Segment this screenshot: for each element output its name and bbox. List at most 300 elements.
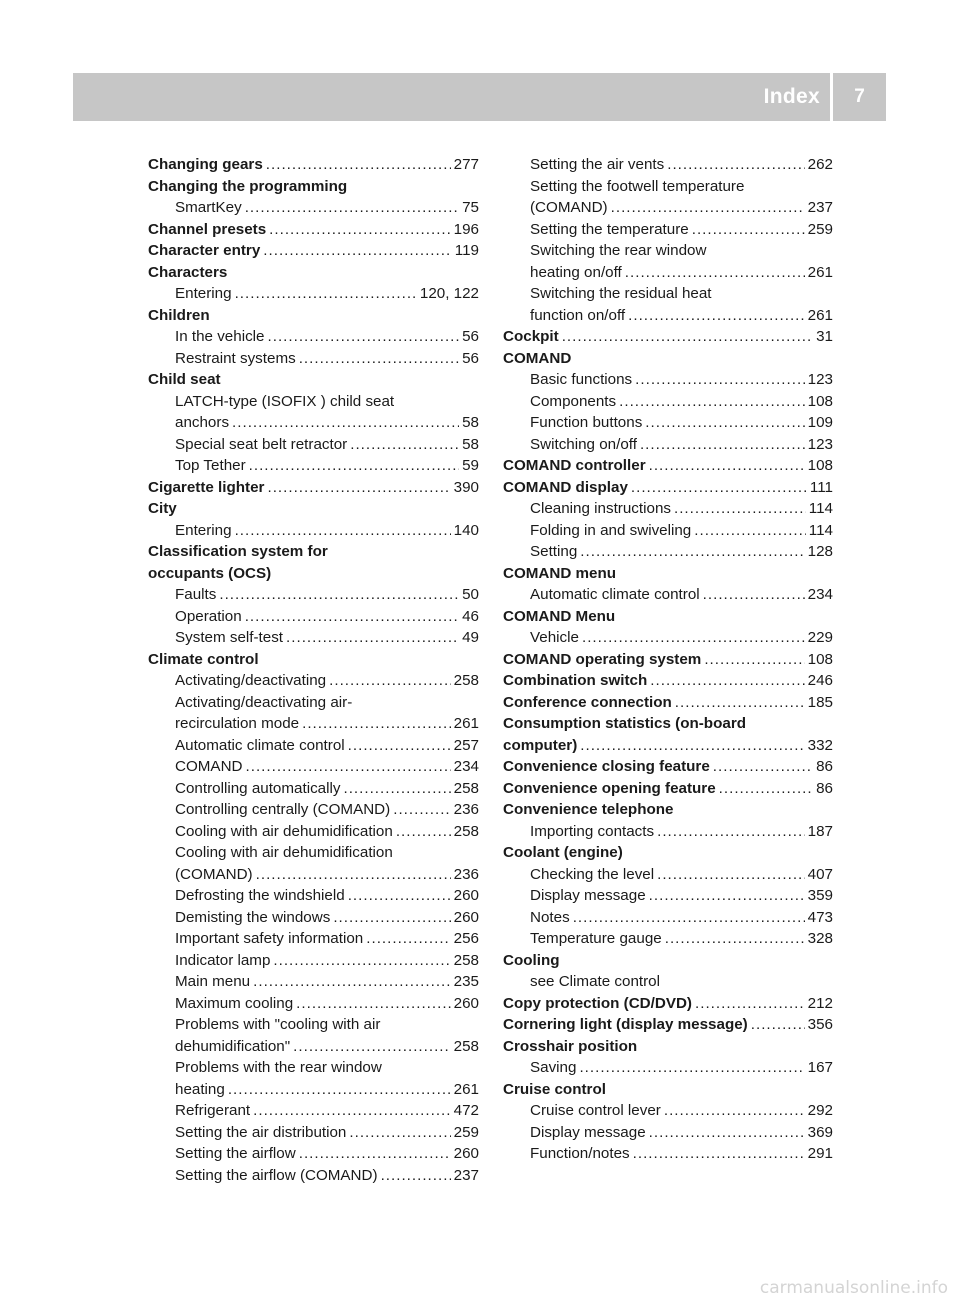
page-reference: 86	[816, 758, 833, 775]
index-entry	[503, 240, 833, 262]
entry-heading: COMAND operating system	[503, 650, 702, 668]
index-entry	[148, 1036, 479, 1058]
page-reference: 407	[807, 865, 833, 883]
page-reference: 328	[807, 930, 833, 947]
index-entry	[503, 434, 833, 456]
index-entry	[503, 219, 833, 241]
index-entry	[503, 864, 833, 886]
dot-leader	[228, 1079, 451, 1101]
dot-leader	[631, 477, 807, 499]
index-entry	[148, 262, 479, 284]
entry-subheading: Refrigerant	[175, 1102, 251, 1119]
entry-heading: Consumption statistics (on-board	[503, 715, 746, 732]
index-entry	[148, 907, 479, 929]
dot-leader	[650, 670, 804, 692]
entry-subheading: Entering	[175, 285, 232, 302]
entry-subheading: (COMAND)	[175, 865, 253, 883]
page-reference: 120, 122	[419, 285, 479, 302]
index-entry	[503, 735, 833, 757]
page-reference: 229	[807, 629, 833, 646]
index-entry	[148, 993, 479, 1015]
index-entry	[148, 1122, 479, 1144]
index-entry	[148, 928, 479, 950]
entry-subheading: Switching the rear window	[530, 242, 707, 259]
index-entry	[148, 434, 479, 456]
dot-leader	[268, 326, 460, 348]
index-entry	[148, 1057, 479, 1079]
page-reference: 49	[462, 629, 479, 646]
dot-leader	[582, 627, 805, 649]
page-reference: 262	[807, 156, 833, 173]
page-reference: 56	[462, 349, 479, 367]
index-entry	[503, 1100, 833, 1122]
page-reference: 109	[807, 414, 833, 431]
index-entry	[503, 326, 833, 348]
entry-heading: Convenience opening feature	[503, 779, 716, 797]
page-reference: 256	[453, 930, 479, 947]
dot-leader	[302, 713, 451, 735]
dot-leader	[286, 627, 459, 649]
dot-leader	[299, 348, 459, 370]
entry-subheading: Temperature gauge	[530, 930, 662, 947]
index-entry	[148, 391, 479, 413]
entry-heading: COMAND menu	[503, 564, 617, 582]
dot-leader	[219, 584, 459, 606]
index-entry	[148, 778, 479, 800]
dot-leader	[296, 993, 450, 1015]
index-entry	[503, 778, 833, 800]
dot-leader	[348, 885, 451, 907]
entry-subheading: (COMAND)	[530, 199, 608, 216]
index-entry	[503, 1036, 833, 1058]
entry-subheading: Setting	[530, 543, 578, 560]
entry-subheading: Cruise control lever	[530, 1102, 661, 1119]
dot-leader	[664, 1100, 805, 1122]
entry-subheading: Activating/deactivating air-	[175, 693, 353, 711]
index-entry	[148, 240, 479, 262]
entry-subheading: Switching the residual heat	[530, 285, 712, 302]
index-entry	[503, 756, 833, 778]
entry-heading: Combination switch	[503, 672, 648, 689]
entry-subheading: Basic functions	[530, 371, 633, 388]
dot-leader	[625, 262, 805, 284]
entry-subheading: Automatic climate control	[175, 736, 345, 754]
entry-subheading: function on/off	[530, 306, 626, 324]
entry-subheading: Switching on/off	[530, 435, 637, 453]
entry-subheading: Indicator lamp	[175, 951, 271, 969]
page-reference: 46	[462, 607, 479, 625]
page-reference: 114	[808, 500, 833, 517]
index-entry	[148, 197, 479, 219]
dot-leader	[263, 240, 452, 262]
page-reference: 123	[807, 371, 833, 388]
page-reference: 258	[453, 672, 479, 689]
index-entry	[148, 1100, 479, 1122]
dot-leader	[266, 154, 451, 176]
page-reference: 128	[807, 543, 833, 560]
entry-subheading: Display message	[530, 887, 646, 904]
page-reference: 258	[453, 951, 479, 969]
entry-subheading: SmartKey	[175, 199, 242, 216]
index-entry	[503, 455, 833, 477]
index-entry	[503, 305, 833, 327]
index-entry	[503, 197, 833, 219]
dot-leader	[562, 326, 813, 348]
entry-subheading: In the vehicle	[175, 328, 265, 345]
entry-subheading: Saving	[530, 1059, 577, 1076]
page-reference: 140	[453, 521, 479, 539]
page-reference: 261	[807, 263, 833, 281]
dot-leader	[348, 735, 451, 757]
entry-subheading: Automatic climate control	[530, 586, 700, 603]
index-entry	[148, 369, 479, 391]
dot-leader	[649, 885, 805, 907]
page-reference: 390	[453, 478, 479, 496]
entry-heading: Child seat	[148, 371, 221, 388]
page-reference: 123	[807, 435, 833, 453]
index-entry	[503, 176, 833, 198]
dot-leader	[719, 778, 813, 800]
page-reference: 108	[807, 392, 833, 410]
page-reference: 261	[807, 306, 833, 324]
index-entry	[503, 928, 833, 950]
dot-leader	[253, 1100, 451, 1122]
entry-subheading: Controlling automatically	[175, 779, 341, 797]
dot-leader	[299, 1143, 451, 1165]
index-entry	[503, 348, 833, 370]
entry-heading: COMAND controller	[503, 457, 646, 474]
index-entry	[503, 713, 833, 735]
dot-leader	[628, 305, 805, 327]
entry-subheading: Entering	[175, 521, 232, 539]
dot-leader	[245, 197, 459, 219]
index-entry	[503, 692, 833, 714]
index-entry	[148, 713, 479, 735]
page-reference: 212	[807, 994, 833, 1012]
page-reference: 359	[807, 887, 833, 904]
index-entry	[148, 670, 479, 692]
page-reference: 291	[807, 1145, 833, 1162]
index-entry	[148, 305, 479, 327]
dot-leader	[675, 692, 805, 714]
index-entry	[148, 584, 479, 606]
entry-subheading: Problems with "cooling with air	[175, 1016, 381, 1033]
page-reference: 257	[453, 736, 479, 754]
index-entry	[503, 1079, 833, 1101]
page-reference: 258	[453, 1037, 479, 1055]
page-reference: 50	[462, 586, 479, 603]
index-entry	[503, 971, 833, 993]
dot-leader	[657, 821, 805, 843]
entry-subheading: dehumidification"	[175, 1037, 291, 1055]
dot-leader	[249, 455, 459, 477]
entry-subheading: Maximum cooling	[175, 994, 294, 1012]
index-entry	[148, 541, 479, 563]
index-entry	[148, 1079, 479, 1101]
index-entry	[148, 1143, 479, 1165]
entry-subheading: Display message	[530, 1123, 646, 1141]
index-entry	[148, 864, 479, 886]
dot-leader	[580, 541, 804, 563]
index-entry	[148, 219, 479, 241]
dot-leader	[232, 412, 459, 434]
entry-heading: Cruise control	[503, 1080, 606, 1098]
dot-leader	[667, 154, 804, 176]
index-entry	[503, 154, 833, 176]
entry-subheading: Main menu	[175, 973, 251, 990]
entry-heading: Cigarette lighter	[148, 478, 265, 496]
index-entry	[148, 1165, 479, 1187]
entry-subheading: Importing contacts	[530, 822, 655, 840]
page-reference: 332	[807, 736, 833, 754]
entry-subheading: recirculation mode	[175, 715, 300, 732]
index-entry	[148, 326, 479, 348]
index-entry	[503, 262, 833, 284]
dot-leader	[267, 477, 450, 499]
index-entry	[148, 885, 479, 907]
page-reference: 235	[453, 973, 479, 990]
index-entry	[503, 1014, 833, 1036]
entry-subheading: Setting the airflow	[175, 1145, 296, 1162]
entry-heading: computer)	[503, 736, 578, 754]
dot-leader	[611, 197, 805, 219]
page-reference: 246	[807, 672, 833, 689]
entry-heading: Changing the programming	[148, 177, 348, 195]
dot-leader	[573, 907, 805, 929]
entry-subheading: Function/notes	[530, 1145, 630, 1162]
dot-leader	[635, 369, 805, 391]
page-reference: 237	[453, 1166, 479, 1184]
index-entry	[503, 649, 833, 671]
page-reference: 75	[462, 199, 479, 216]
dot-leader	[674, 498, 806, 520]
dot-leader	[366, 928, 450, 950]
page-reference: 260	[453, 1145, 479, 1162]
dot-leader	[703, 584, 805, 606]
entry-heading: Convenience telephone	[503, 801, 674, 818]
index-entry	[148, 348, 479, 370]
entry-heading: COMAND display	[503, 478, 628, 496]
entry-heading: Character entry	[148, 242, 261, 259]
entry-subheading: Notes	[530, 908, 570, 926]
entry-heading: Coolant (engine)	[503, 844, 623, 861]
index-entry	[503, 950, 833, 972]
entry-subheading: heating	[175, 1080, 225, 1098]
page-reference: 234	[807, 586, 833, 603]
index-entry	[503, 369, 833, 391]
entry-heading: Classification system for	[148, 543, 328, 560]
watermark: carmanualsonline.info	[759, 1278, 948, 1298]
index-entry	[148, 971, 479, 993]
page-reference: 259	[453, 1123, 479, 1141]
index-entry	[503, 283, 833, 305]
entry-heading: Climate control	[148, 650, 259, 668]
entry-heading: COMAND Menu	[503, 607, 616, 625]
index-entry	[148, 498, 479, 520]
entry-subheading: COMAND	[175, 758, 243, 775]
index-entry	[148, 412, 479, 434]
entry-subheading: heating on/off	[530, 263, 622, 281]
dot-leader	[269, 219, 450, 241]
dot-leader	[649, 455, 805, 477]
entry-heading: Convenience closing feature	[503, 758, 710, 775]
entry-subheading: Checking the level	[530, 865, 655, 883]
index-entry	[503, 799, 833, 821]
dot-leader	[245, 606, 459, 628]
entry-subheading: Special seat belt retractor	[175, 435, 348, 453]
page-reference: 472	[453, 1102, 479, 1119]
index-entry	[503, 627, 833, 649]
entry-subheading: Cooling with air dehumidification	[175, 822, 393, 840]
page-reference: 260	[453, 908, 479, 926]
dot-leader	[273, 950, 450, 972]
page-reference: 58	[462, 435, 479, 453]
dot-leader	[333, 907, 450, 929]
page-header	[73, 73, 886, 121]
entry-heading: City	[148, 500, 177, 517]
dot-leader	[645, 412, 804, 434]
entry-subheading: Setting the footwell temperature	[530, 177, 745, 195]
page-reference: 260	[453, 887, 479, 904]
dot-leader	[713, 756, 813, 778]
index-entry	[148, 842, 479, 864]
entry-subheading: LATCH-type (ISOFIX ) child seat	[175, 392, 395, 410]
index-entry	[503, 477, 833, 499]
index-entry	[148, 154, 479, 176]
index-entry	[503, 520, 833, 542]
entry-subheading: Activating/deactivating	[175, 672, 327, 689]
entry-heading: Cornering light (display message)	[503, 1016, 748, 1033]
dot-leader	[619, 391, 805, 413]
dot-leader	[640, 434, 805, 456]
page-reference: 114	[808, 521, 833, 539]
page-reference: 86	[816, 779, 833, 797]
index-entry	[148, 735, 479, 757]
entry-subheading: Restraint systems	[175, 349, 296, 367]
entry-subheading: Setting the temperature	[530, 220, 689, 238]
index-entry	[148, 649, 479, 671]
index-entry	[503, 907, 833, 929]
entry-subheading: Faults	[175, 586, 217, 603]
entry-subheading: Controlling centrally (COMAND)	[175, 801, 391, 818]
index-entry	[148, 1014, 479, 1036]
entry-subheading: Cleaning instructions	[530, 500, 671, 517]
page-reference: 56	[462, 328, 479, 345]
page-reference: 292	[807, 1102, 833, 1119]
page-reference: 259	[807, 220, 833, 238]
entry-heading: Changing gears	[148, 156, 263, 173]
entry-subheading: Problems with the rear window	[175, 1059, 382, 1076]
page-reference: 31	[816, 328, 833, 345]
page-reference: 167	[807, 1059, 833, 1076]
index-column-right	[503, 154, 833, 1165]
dot-leader	[393, 799, 450, 821]
dot-leader	[350, 434, 459, 456]
entry-subheading: Vehicle	[530, 629, 579, 646]
entry-subheading: Setting the air vents	[530, 156, 665, 173]
entry-subheading: Demisting the windows	[175, 908, 331, 926]
entry-heading: Cockpit	[503, 328, 559, 345]
entry-subheading: Defrosting the windshield	[175, 887, 345, 904]
index-entry	[148, 950, 479, 972]
page-reference: 108	[807, 650, 833, 668]
dot-leader	[649, 1122, 805, 1144]
page-reference: 473	[807, 908, 833, 926]
entry-subheading: Folding in and swiveling	[530, 521, 692, 539]
dot-leader	[235, 283, 417, 305]
dot-leader	[256, 864, 451, 886]
entry-heading: occupants (OCS)	[148, 564, 272, 582]
dot-leader	[704, 649, 804, 671]
index-entry	[148, 176, 479, 198]
index-entry	[148, 821, 479, 843]
page-reference: 236	[453, 865, 479, 883]
dot-leader	[329, 670, 451, 692]
dot-leader	[695, 993, 805, 1015]
dot-leader	[343, 778, 450, 800]
page-reference: 258	[453, 822, 479, 840]
index-entry	[503, 993, 833, 1015]
page-reference: 369	[807, 1123, 833, 1141]
index-column-left	[148, 154, 479, 1186]
entry-subheading: System self-test	[175, 629, 284, 646]
dot-leader	[692, 219, 805, 241]
index-entry	[503, 606, 833, 628]
entry-heading: Crosshair position	[503, 1037, 638, 1055]
entry-subheading: Setting the air distribution	[175, 1123, 347, 1141]
entry-heading: Children	[148, 306, 210, 324]
page-reference: 236	[453, 801, 479, 818]
page-reference: 237	[807, 199, 833, 216]
dot-leader	[657, 864, 805, 886]
dot-leader	[396, 821, 451, 843]
entry-subheading: Setting the airflow (COMAND)	[175, 1166, 378, 1184]
index-entry	[148, 520, 479, 542]
index-entry	[503, 1122, 833, 1144]
index-entry	[148, 692, 479, 714]
page-reference: 185	[807, 693, 833, 711]
page-reference: 261	[453, 1080, 479, 1098]
index-entry	[503, 584, 833, 606]
page-reference: 234	[453, 758, 479, 775]
index-entry	[503, 541, 833, 563]
dot-leader	[253, 971, 451, 993]
dot-leader	[579, 1057, 804, 1079]
index-entry	[148, 283, 479, 305]
entry-subheading: Components	[530, 392, 617, 410]
dot-leader	[235, 520, 451, 542]
entry-heading: Conference connection	[503, 693, 672, 711]
page-reference: 356	[807, 1016, 833, 1033]
index-entry	[503, 670, 833, 692]
dot-leader	[246, 756, 451, 778]
entry-heading: Characters	[148, 263, 228, 281]
page-reference: 119	[454, 242, 479, 259]
page-reference: 59	[462, 457, 479, 474]
page-reference: 111	[809, 478, 833, 496]
dot-leader	[580, 735, 804, 757]
index-entry	[148, 799, 479, 821]
index-entry	[503, 1057, 833, 1079]
index-entry	[148, 477, 479, 499]
index-entry	[148, 756, 479, 778]
page-reference: 58	[462, 414, 479, 431]
index-entry	[503, 412, 833, 434]
index-entry	[503, 1143, 833, 1165]
entry-subheading: Function buttons	[530, 414, 643, 431]
entry-subheading: Operation	[175, 607, 242, 625]
page-reference: 260	[453, 994, 479, 1012]
